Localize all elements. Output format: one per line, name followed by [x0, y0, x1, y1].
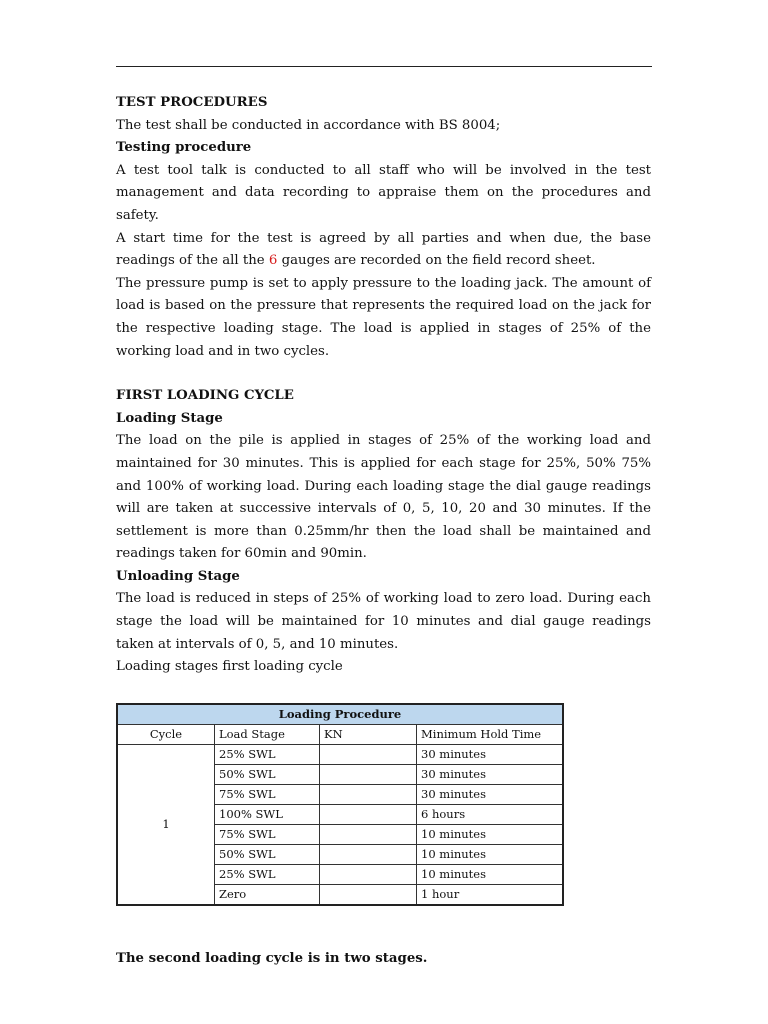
hold-time-cell: 10 minutes [417, 824, 564, 844]
heading-testing-procedure: Testing procedure [116, 140, 252, 156]
hold-time-cell: 30 minutes [417, 744, 564, 764]
heading-unloading-stage: Unloading Stage [116, 568, 240, 584]
kn-cell [320, 884, 417, 905]
column-header-cycle: Cycle [117, 724, 215, 744]
top-rule [116, 66, 652, 67]
kn-cell [320, 844, 417, 864]
load-stage-cell: Zero [215, 884, 320, 905]
kn-cell [320, 804, 417, 824]
column-header-load-stage: Load Stage [215, 724, 320, 744]
hold-time-cell: 30 minutes [417, 784, 564, 804]
paragraph-tool-talk: A test tool talk is conducted to all staff who will be involved in the test management and data recording to appraise them on the procedures and safety. [116, 162, 651, 223]
load-stage-cell: 25% SWL [215, 864, 320, 884]
start-time-text-b: gauges are recorded on the field record sheet. [277, 253, 596, 269]
column-header-hold-time: Minimum Hold Time [417, 724, 564, 744]
load-stage-cell: 75% SWL [215, 784, 320, 804]
heading-test-procedures: TEST PROCEDURES [116, 95, 268, 110]
load-stage-cell: 50% SWL [215, 844, 320, 864]
paragraph-pressure-pump: The pressure pump is set to apply pressure to the loading jack. The amount of load is based on the pressure that represents the required load on the jack for the respective loading stage. The load is applied in stages of 25% of the working load and in two cycles. [116, 275, 651, 359]
kn-cell [320, 784, 417, 804]
hold-time-cell: 30 minutes [417, 764, 564, 784]
heading-first-loading-cycle: FIRST LOADING CYCLE [116, 388, 294, 404]
loading-procedure-table [116, 703, 564, 906]
cycle-number: 1 [117, 744, 215, 905]
hold-time-cell: 1 hour [417, 884, 564, 905]
paragraph-bs8004: The test shall be conducted in accordance with BS 8004; [116, 117, 501, 133]
kn-cell [320, 744, 417, 764]
column-header-kn: KN [320, 724, 417, 744]
load-stage-cell: 50% SWL [215, 764, 320, 784]
table-title: Loading Procedure [117, 704, 563, 725]
paragraph-unloading-stage: The load is reduced in steps of 25% of working load to zero load. During each stage the load will be maintained for 10 minutes and dial gauge readings taken at intervals of 0, 5, and 10 minutes. [116, 591, 651, 652]
paragraph-second-loading-cycle: The second loading cycle is in two stages. [116, 950, 428, 966]
kn-cell [320, 764, 417, 784]
paragraph-start-time [116, 228, 651, 273]
hold-time-cell: 6 hours [417, 804, 564, 824]
hold-time-cell: 10 minutes [417, 844, 564, 864]
hold-time-cell: 10 minutes [417, 864, 564, 884]
load-stage-cell: 100% SWL [215, 804, 320, 824]
load-stage-cell: 25% SWL [215, 744, 320, 764]
heading-loading-stage: Loading Stage [116, 410, 223, 426]
paragraph-loading-stage: The load on the pile is applied in stages of 25% of the working load and maintained for 30 minutes. This is applied for each stage for 25%, 50% 75% and 100% of working load. During each loading stage the dial gauge readings will are taken at successive intervals of 0, 5, 10, 20 and 30 minutes. If the settlement is more than 0.25mm/hr then the load shall be maintained and readings taken for 60min and 90min. [116, 433, 651, 562]
kn-cell [320, 864, 417, 884]
table-caption: Loading stages first loading cycle [116, 659, 343, 675]
start-time-text-a: A start time for the test is agreed by all parties and when due, the base readings of the all the [116, 230, 651, 269]
table-row [117, 744, 563, 764]
load-stage-cell: 75% SWL [215, 824, 320, 844]
kn-cell [320, 824, 417, 844]
document-body [116, 92, 651, 970]
gauge-count: 6 [268, 253, 278, 269]
